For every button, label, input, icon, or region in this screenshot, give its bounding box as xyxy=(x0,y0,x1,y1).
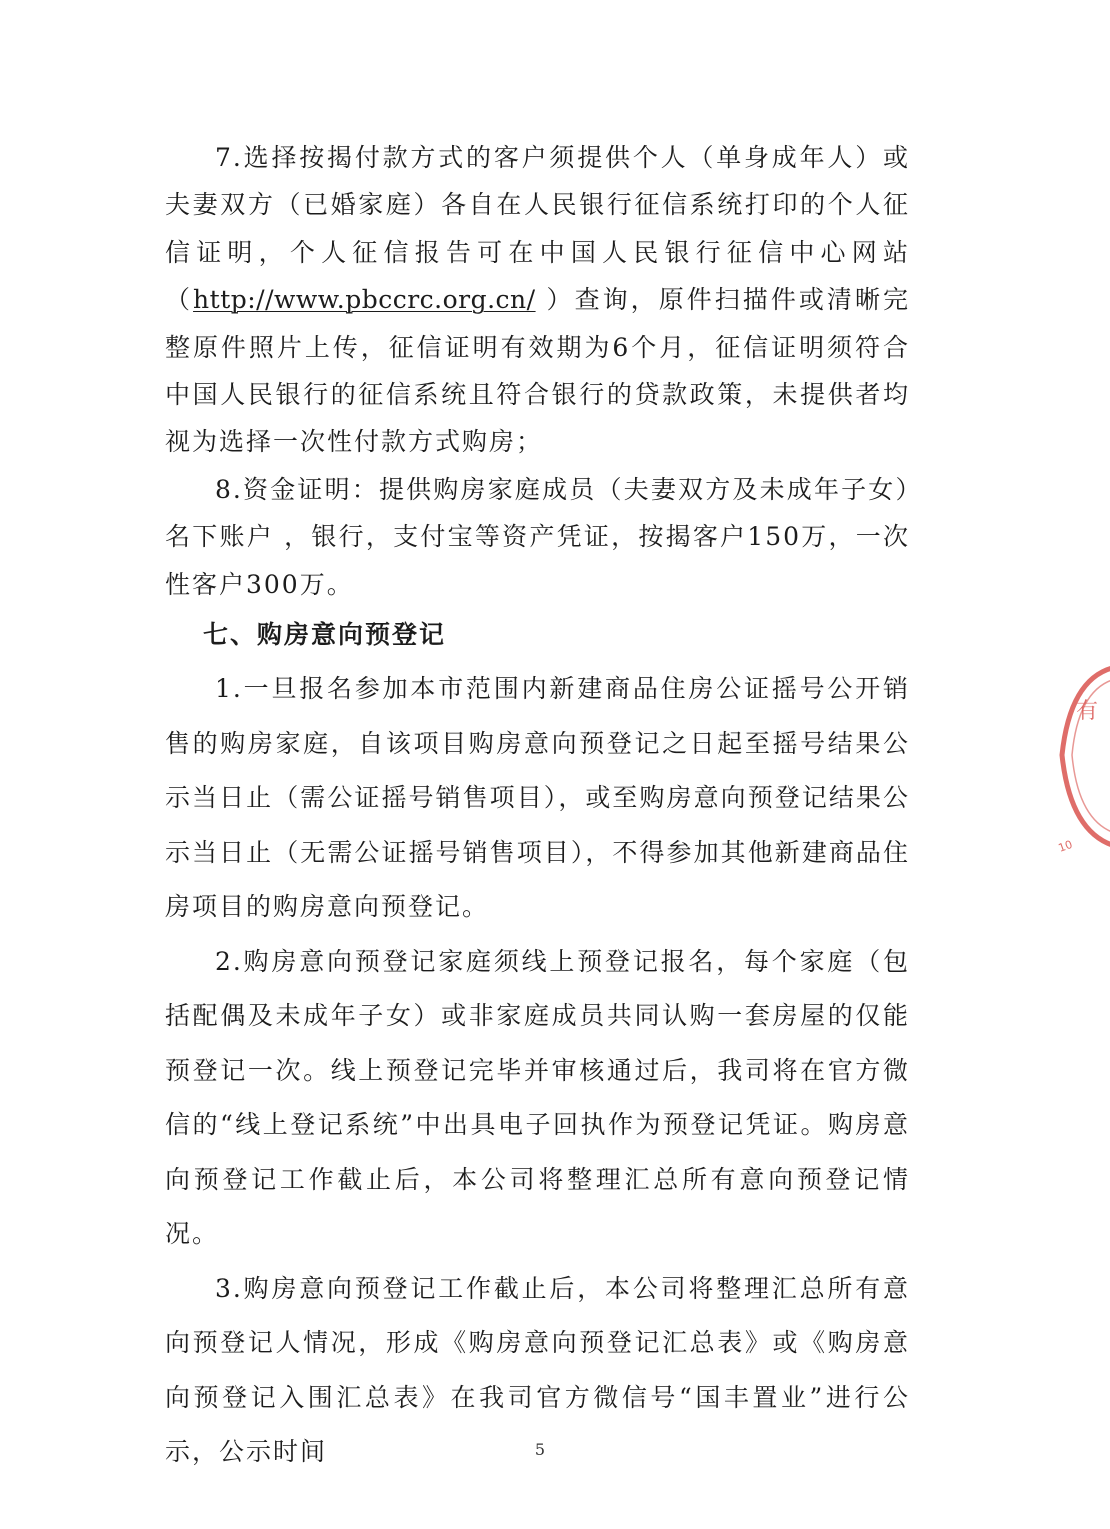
paragraph-7-text-end: ）查询，原件扫描件或清晰完整原件照片上传，征信证明有效期为6个月，征信证明须符合中国人民银行的征信系统且符合银行的贷款政策，未提供者均视为选择一次性付款方式购房； xyxy=(165,285,910,457)
red-seal-stamp xyxy=(1050,640,1110,870)
stamp-fragment-char: 有 xyxy=(1076,699,1099,724)
document-body xyxy=(165,134,910,1480)
paragraph-registration-3: 3.购房意向预登记工作截止后，本公司将整理汇总所有意向预登记人情况，形成《购房意向预登记汇总表》或《购房意向预登记入围汇总表》在我司官方微信号“国丰置业”进行公示，公示时间 xyxy=(165,1273,910,1467)
paragraph-8: 8.资金证明：提供购房家庭成员（夫妻双方及未成年子女）名下账户 ，银行，支付宝等资产凭证，按揭客户150万，一次性客户300万。 xyxy=(165,474,910,599)
section-heading: 七、购房意向预登记 xyxy=(203,620,447,650)
page-number: 5 xyxy=(534,1440,546,1459)
paragraph-7 xyxy=(165,134,910,466)
pbccrc-url-link[interactable]: http://www.pbccrc.org.cn/ xyxy=(193,285,536,315)
paragraph-registration-1: 1.一旦报名参加本市范围内新建商品住房公证摇号公开销售的购房家庭，自该项目购房意向预登记之日起至摇号结果公示当日止（需公证摇号销售项目），或至购房意向预登记结果公示当日止（无需公证摇号销售项目），不得参加其他新建商品住房项目的购房意向预登记。 xyxy=(165,674,910,922)
paragraph-registration-2: 2.购房意向预登记家庭须线上预登记报名，每个家庭（包括配偶及未成年子女）或非家庭成员共同认购一套房屋的仅能预登记一次。线上预登记完毕并审核通过后，我司将在官方微信的“线上登记系统”中出具电子回执作为预登记凭证。购房意向预登记工作截止后，本公司将整理汇总所有意向预登记情况。 xyxy=(165,946,910,1249)
stamp-fragment-number: 10 xyxy=(1056,837,1075,855)
paragraph-7-text-start: 7.选择按揭付款方式的客户须提供个人（单身成年人）或夫妻双方（已婚家庭）各自在人民银行征信系统打印的个人征信证明，个人征信报告可在中国人民银行征信中心网站（ xyxy=(165,143,910,315)
